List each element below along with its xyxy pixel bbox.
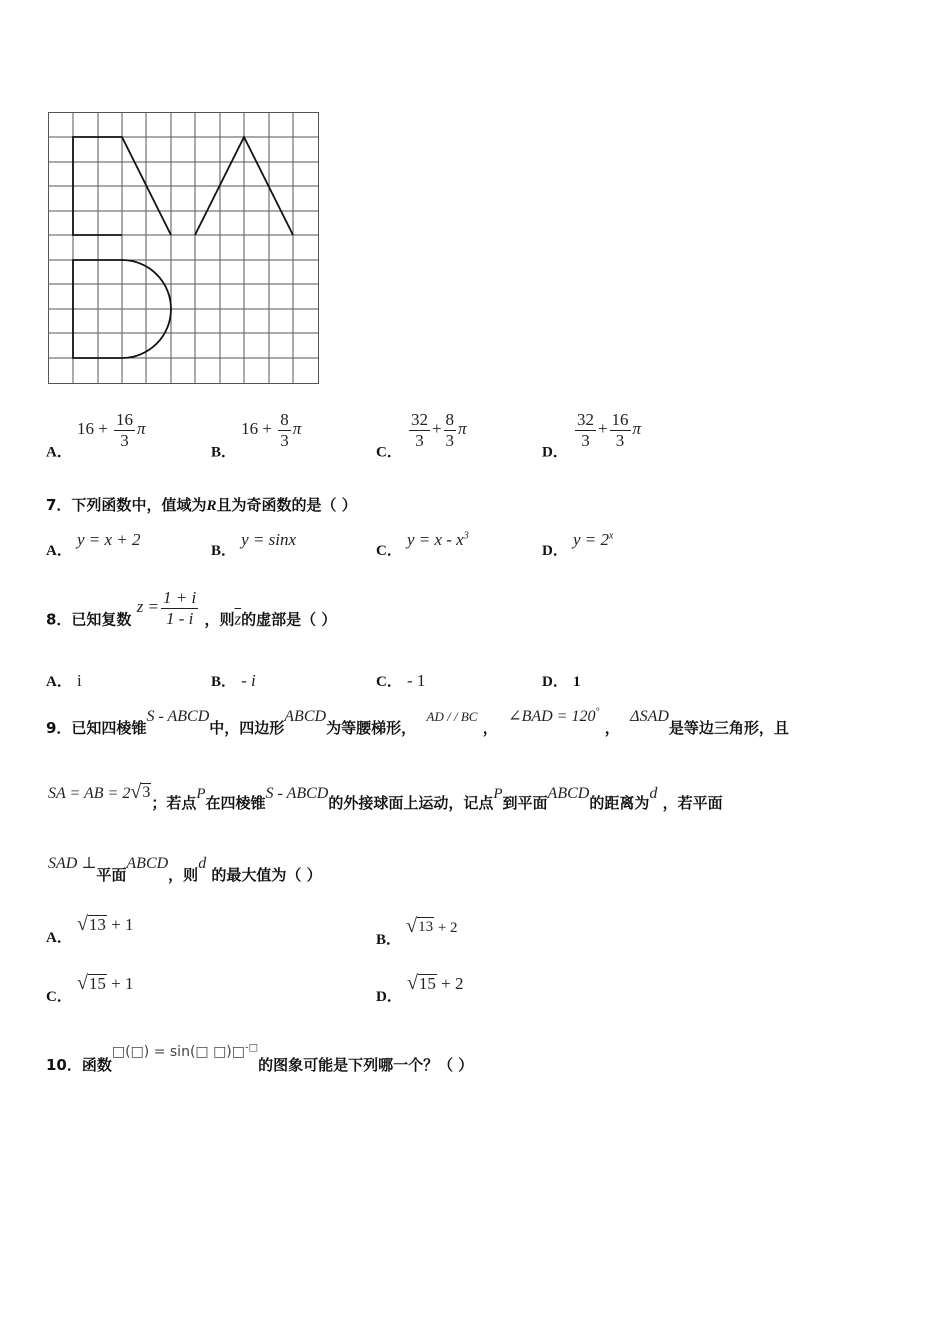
radicand: 3 <box>142 784 151 801</box>
stem-math: P <box>493 786 503 802</box>
stem-text: 8．已知复数 <box>46 610 132 629</box>
exponent: -□ <box>245 1042 259 1054</box>
equation: SA = AB = 2 <box>48 785 131 802</box>
addend: + 2 <box>441 974 464 993</box>
q9-option-c[interactable] <box>46 973 134 1006</box>
q10-stem <box>46 1042 473 1075</box>
whole-part: 16 <box>241 419 259 439</box>
numerator: 32 <box>576 410 594 429</box>
sqrt-symbol: √ 13 <box>76 913 106 935</box>
addend: + 1 <box>111 974 134 993</box>
sqrt-symbol: √ 13 <box>406 915 434 937</box>
option-letter: A． <box>46 444 72 461</box>
pi-symbol: π <box>137 419 146 439</box>
option-letter: D． <box>542 674 568 690</box>
stem-text: ，则 <box>204 610 235 629</box>
denominator: 3 <box>445 431 455 450</box>
function-expression <box>112 1044 258 1060</box>
option-letter: C． <box>46 989 72 1005</box>
stem-text: 9．已知四棱锥 <box>46 719 147 737</box>
q8-option-c[interactable] <box>376 670 425 691</box>
stem-math: S - ABCD <box>146 708 210 725</box>
q7-option-a[interactable] <box>46 530 140 560</box>
z-equals: z = <box>136 597 160 617</box>
option-value: - i <box>241 671 256 690</box>
radicand: 13 <box>88 915 106 934</box>
q7-option-b[interactable] <box>211 530 296 560</box>
fraction <box>575 410 596 451</box>
option-letter: C． <box>376 444 402 461</box>
addend: + 1 <box>111 915 134 934</box>
numerator: 32 <box>410 410 428 429</box>
sqrt-symbol: √ 15 <box>76 972 106 994</box>
q8-stem <box>46 588 336 629</box>
stem-math: d <box>198 855 207 872</box>
stem-math: AD / / BC <box>426 709 478 724</box>
option-letter: D． <box>542 444 568 461</box>
q9-stem-line1 <box>46 706 789 738</box>
stem-math: S - ABCD <box>265 785 329 802</box>
option-expr <box>573 530 613 549</box>
stem-text: 到平面 <box>502 794 548 812</box>
radicand: 15 <box>88 974 106 993</box>
option-expr: $\frac{32}{3}$ + $\frac{8}{3}$ π <box>410 410 467 450</box>
stem-math <box>48 781 151 803</box>
q8-option-b[interactable] <box>211 670 256 691</box>
stem-math: ABCD <box>126 855 169 872</box>
q9-stem-line3 <box>48 853 322 885</box>
expr-base: y = x - x <box>406 530 464 549</box>
stem-text: ， <box>604 719 620 737</box>
q9-stem-line2 <box>48 782 723 813</box>
option-expr: 16 + $\frac{16}{3}$ π <box>76 410 146 450</box>
option-expr: 16 + $\frac{8}{3}$ π <box>241 410 302 450</box>
stem-math: ΔSAD <box>630 708 669 725</box>
stem-text: 平面 <box>96 866 127 884</box>
stem-math: R <box>206 498 217 514</box>
option-letter: A． <box>46 543 72 559</box>
stem-math: ABCD <box>284 708 327 725</box>
pi-symbol: π <box>292 419 302 439</box>
q6-option-a[interactable] <box>46 410 146 461</box>
option-expr: y = x + 2 <box>76 530 141 549</box>
fraction <box>161 588 198 629</box>
stem-text: ，若平面 <box>662 794 723 812</box>
fraction <box>610 410 631 451</box>
option-letter: A． <box>46 930 72 946</box>
angle-value: ∠BAD = 120 <box>508 708 596 725</box>
q7-option-d[interactable] <box>542 530 613 560</box>
stem-text: 的图象可能是下列哪一个？（ ） <box>258 1056 474 1074</box>
q7-stem <box>46 494 357 515</box>
stem-text: 且为奇函数的是（ ） <box>216 496 357 514</box>
stem-text: 的外接球面上运动，记点 <box>328 794 494 812</box>
z-conjugate: $\overline{z}$ <box>234 609 242 629</box>
option-expr <box>77 915 134 934</box>
fraction <box>444 410 457 451</box>
stem-math <box>508 708 599 725</box>
q8-option-d[interactable] <box>542 670 580 691</box>
pi-symbol: π <box>458 419 467 439</box>
sqrt-symbol: √ 3 <box>130 781 151 803</box>
option-letter: B． <box>376 932 402 948</box>
numerator: 16 <box>116 410 134 429</box>
stem-math: d <box>649 785 658 802</box>
stem-text: 中，四边形 <box>209 719 285 737</box>
option-letter: C． <box>376 543 402 559</box>
option-expr <box>77 974 134 993</box>
denominator: 3 <box>415 431 424 450</box>
q9-option-b[interactable] <box>376 916 458 949</box>
radicand: 15 <box>418 974 436 993</box>
whole-part: 16 <box>76 419 94 439</box>
denominator: 3 <box>120 431 129 450</box>
option-letter: B． <box>211 674 237 690</box>
degree-sign: ° <box>595 706 600 718</box>
pi-symbol: π <box>632 419 642 439</box>
stem-text: 的最大值为（ ） <box>211 866 322 884</box>
option-letter: B． <box>211 444 237 461</box>
fraction <box>409 410 430 451</box>
stem-text: 的虚部是（ ） <box>241 610 337 629</box>
denominator: 1 - i <box>165 609 194 628</box>
q9-option-d[interactable] <box>376 973 464 1006</box>
stem-math: SAD ⊥ <box>48 855 97 872</box>
option-letter: C． <box>376 674 402 690</box>
denominator: 3 <box>581 431 590 450</box>
denominator: 3 <box>280 431 289 450</box>
grid-lines <box>48 112 319 384</box>
stem-math <box>136 588 205 628</box>
numerator: 8 <box>445 410 455 429</box>
stem-text: ， <box>482 719 498 737</box>
stem-text: 为等腰梯形， <box>326 719 417 737</box>
q7-option-c[interactable] <box>376 530 469 560</box>
expr-base: □(□) = sin(□ □)□ <box>111 1044 245 1060</box>
q9-option-a[interactable] <box>46 914 134 947</box>
denominator: 3 <box>615 431 625 450</box>
option-expr <box>407 974 464 993</box>
option-expr <box>406 915 458 937</box>
stem-text: 在四棱锥 <box>205 794 266 812</box>
option-value: 1 <box>572 674 581 690</box>
radicand: 13 <box>418 919 434 935</box>
option-letter: D． <box>542 543 568 559</box>
three-view-grid <box>48 112 320 385</box>
q6-option-b[interactable] <box>211 410 301 461</box>
stem-text: 7．下列函数中，值域为 <box>46 496 207 514</box>
option-value: i <box>76 671 82 690</box>
option-expr: $\frac{32}{3}$ + $\frac{16}{3}$ π <box>576 410 642 450</box>
option-letter: D． <box>376 989 402 1005</box>
fraction <box>114 410 135 451</box>
expr-base: y = 2 <box>572 530 609 549</box>
option-expr <box>407 530 469 549</box>
addend: + 2 <box>437 920 458 936</box>
q6-option-c[interactable] <box>376 410 467 461</box>
stem-text: 10．函数 <box>46 1056 112 1074</box>
numerator: 8 <box>280 410 289 429</box>
stem-math: P <box>196 786 206 802</box>
stem-text: 的距离为 <box>589 794 650 812</box>
option-letter: A． <box>46 674 72 690</box>
stem-math: ABCD <box>547 785 590 802</box>
option-letter: B． <box>211 543 237 559</box>
option-expr: y = sinx <box>241 530 297 549</box>
exponent: x <box>608 530 614 542</box>
option-value: - 1 <box>406 671 426 690</box>
fraction <box>278 410 291 451</box>
numerator: 1 + i <box>163 588 197 607</box>
stem-text: 是等边三角形，且 <box>668 719 789 737</box>
exponent: 3 <box>463 530 469 542</box>
sqrt-symbol: √ 15 <box>406 972 436 994</box>
stem-text: ，则 <box>168 866 199 884</box>
numerator: 16 <box>611 410 629 429</box>
q6-option-d[interactable] <box>542 410 641 461</box>
stem-text: ；若点 <box>151 794 197 812</box>
q8-option-a[interactable] <box>46 670 82 691</box>
